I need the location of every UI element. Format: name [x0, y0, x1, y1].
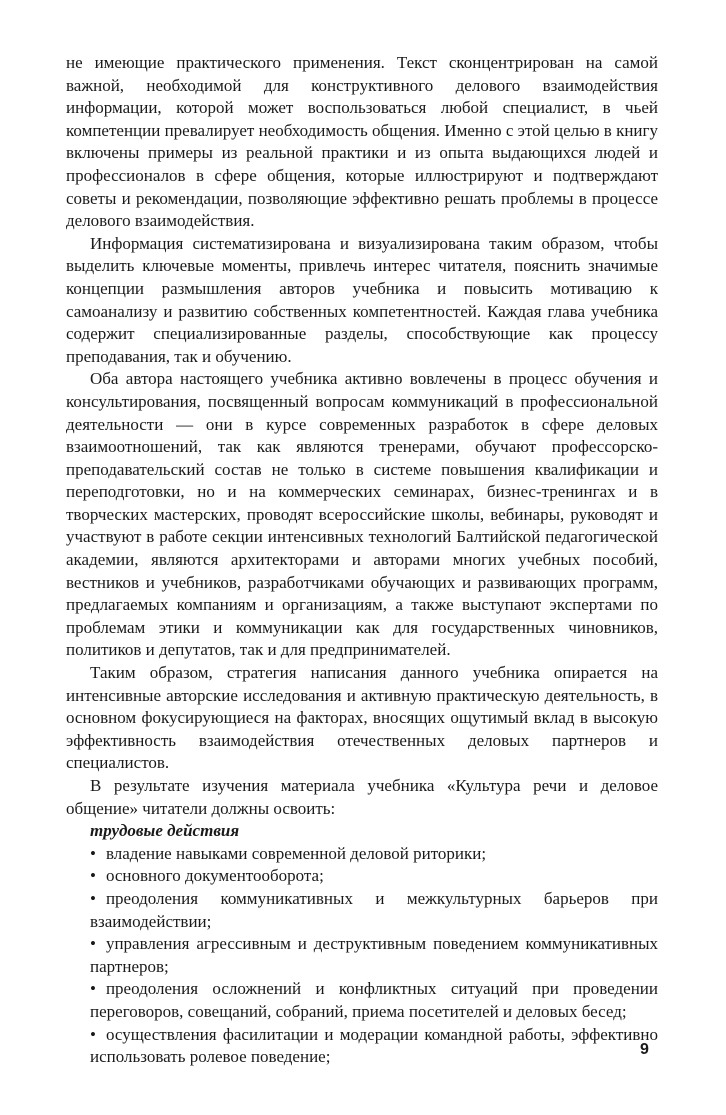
paragraph-5: В результате изучения материала учебника «Культура речи и деловое общение» читатели должны освоить:	[66, 776, 658, 818]
bullet-item	[66, 888, 658, 933]
bullet-text: преодоления коммуникативных и межкультурных барьеров при взаимодействии;	[90, 888, 658, 931]
bullet-item	[66, 843, 658, 866]
paragraph-2: Информация систематизирована и визуализирована таким образом, чтобы выделить ключевые моменты, привлечь интерес читателя, пояснить значимые концепции размышления авторов учебника и повысить мотивацию к самоанализу и развитию собственных компетентностей. Каждая глава учебника содержит специализированные разделы, способствующие как процессу преподавания, так и обучению.	[66, 233, 658, 366]
bullet-marker: •	[90, 934, 96, 954]
bullet-text: основного документооборота;	[105, 866, 324, 886]
bullet-item	[66, 933, 658, 978]
bullet-marker: •	[90, 866, 96, 886]
bullet-item	[66, 865, 658, 888]
bullet-marker: •	[90, 979, 96, 999]
bullet-marker: •	[90, 843, 96, 863]
paragraph-1: не имеющие практического применения. Текст сконцентрирован на самой важной, необходимой для конструктивного делового взаимодействия информации, которой может воспользоваться любой специалист, в чьей компетенции превалирует необходимость общения. Именно с этой целью в книгу включены примеры из реальной практики и из опыта выдающихся людей и профессионалов в сфере общения, которые иллюстрируют и подтверждают советы и рекомендации, позволяющие эффективно решать проблемы в процессе делового взаимодействия.	[66, 53, 659, 231]
bullet-marker: •	[90, 888, 96, 908]
page-body	[66, 52, 658, 1069]
section-label-labor-actions: трудовые действия	[90, 821, 240, 841]
paragraph-4: Таким образом, стратегия написания данного учебника опирается на интенсивные авторские исследования и активную практическую деятельность, в основном фокусирующиеся на факторах, вносящих ощутимый вклад в высокую эффективность взаимодействия отечественных деловых партнеров и специалистов.	[66, 663, 658, 773]
paragraph-3: Оба автора настоящего учебника активно вовлечены в процесс обучения и консультирования, посвященный вопросам коммуникаций в профессиональной деятельности — они в курсе современных разработок в сфере деловых взаимоотношений, так как являются тренерами, обучают профессорско-преподавательский состав не только в системе повышения квалификации и переподготовки, но и на коммерческих семинарах, бизнес-тренингах и в творческих мастерских, проводят всероссийские школы, вебинары, руководят и участвуют в работе секции интенсивных технологий Балтийской педагогической академии, являются архитекторами и авторами многих учебных пособий, вестников и учебников, разработчиками обучающих и развивающих программ, предлагаемых компаниям и организациям, а также выступают экспертами по проблемам этики и коммуникации как для государственных чиновников, политиков и депутатов, так и для предпринимателей.	[66, 369, 658, 660]
bullet-text: преодоления осложнений и конфликтных ситуаций при проведении переговоров, совещаний, собраний, приема посетителей и деловых бесед;	[90, 979, 658, 1021]
bullet-text: управления агрессивным и деструктивным поведением коммуникативных партнеров;	[90, 934, 658, 976]
bullet-marker: •	[90, 1024, 96, 1044]
bullet-text: осуществления фасилитации и модерации командной работы, эффективно использовать ролевое поведение;	[90, 1024, 658, 1067]
bullet-text: владение навыками современной деловой риторики;	[105, 843, 487, 863]
bullet-item	[66, 978, 658, 1023]
page-number: 9	[640, 1041, 649, 1058]
bullet-item	[66, 1024, 658, 1069]
